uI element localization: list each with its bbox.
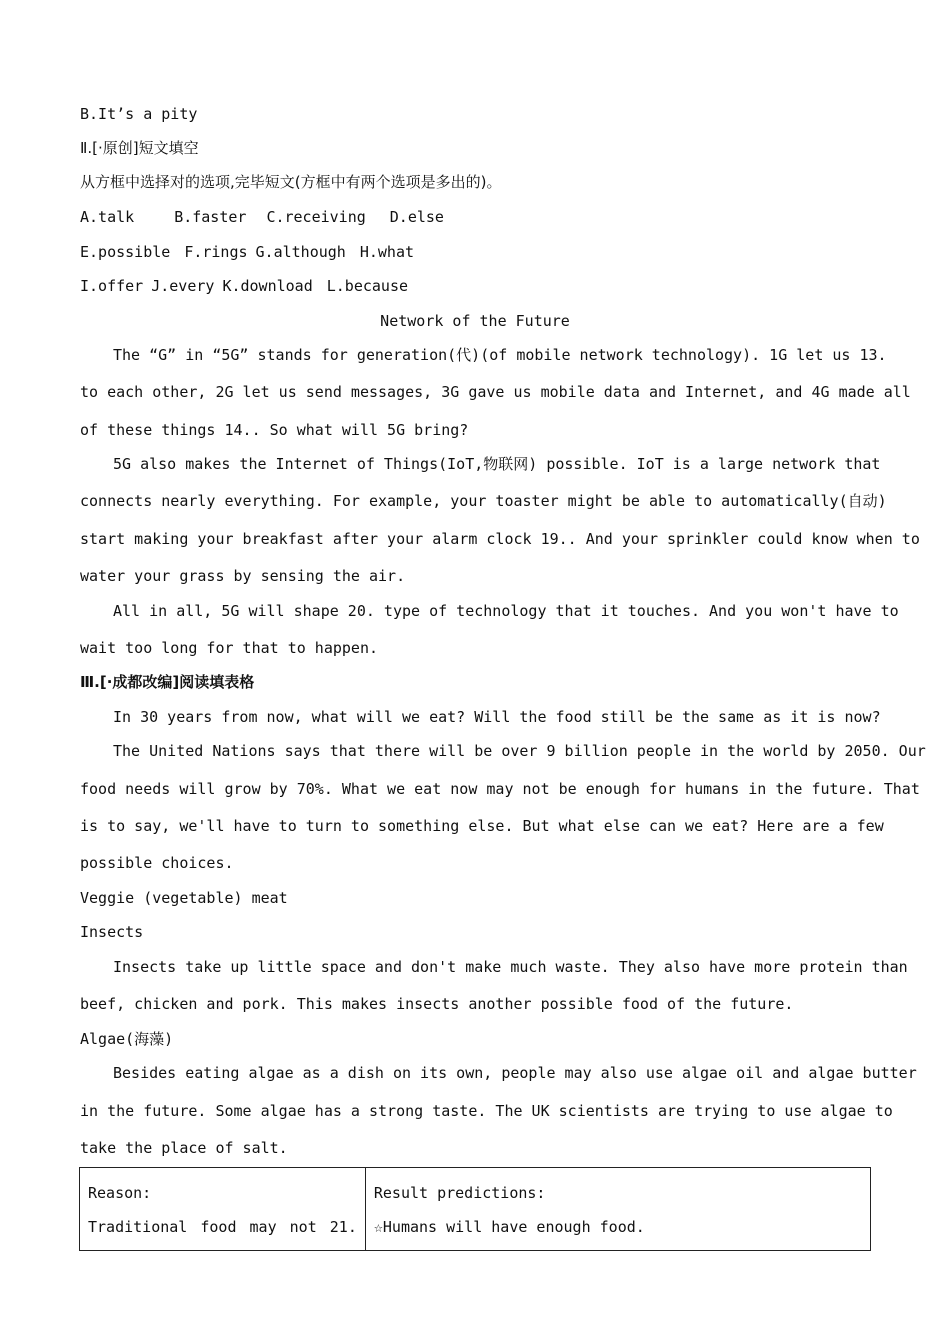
option-d: D.else <box>389 208 444 226</box>
algae-para-line: Besides eating algae as a dish on its own, people may also use algae oil and algae butter <box>113 1064 917 1082</box>
previous-option-text: B.It’s a pity <box>80 105 198 123</box>
option-h: H.what <box>359 243 415 261</box>
passage-1-line: The “G” in “5G” stands for generation(代)(of mobile network technology). 1G let us 13. <box>113 346 887 364</box>
subheading-insects: Insects <box>80 923 144 941</box>
passage-2-line: start making your breakfast after your alarm clock 19.. And your sprinkler could know when to <box>80 530 920 548</box>
algae-para-line: take the place of salt. <box>80 1139 288 1157</box>
option-f: F.rings <box>184 243 248 261</box>
predictions-label: Result predictions: <box>373 1184 546 1202</box>
insects-para-line: beef, chicken and pork. This makes insects another possible food of the future. <box>80 995 794 1013</box>
option-b: B.faster <box>174 208 247 226</box>
reading-para-line: The United Nations says that there will be over 9 billion people in the world by 2050. Our <box>113 742 926 760</box>
option-l: L.because <box>326 277 409 295</box>
algae-para-line: in the future. Some algae has a strong taste. The UK scientists are trying to use algae to <box>80 1102 893 1120</box>
options-row-1 <box>80 207 870 227</box>
table-cell-predictions <box>365 1168 870 1251</box>
passage-2-line: connects nearly everything. For example, your toaster might be able to automatically(自动) <box>80 492 887 510</box>
option-i: I.offer <box>80 277 144 295</box>
option-e: E.possible <box>80 243 171 261</box>
options-row-3 <box>80 276 870 296</box>
option-j: J.every <box>151 277 215 295</box>
answer-table <box>79 1167 871 1251</box>
option-c: C.receiving <box>266 208 366 226</box>
section-3-heading: Ⅲ.[·成都改编]阅读填表格 <box>80 673 255 691</box>
reading-para-line: possible choices. <box>80 854 234 872</box>
option-g: G.although <box>255 243 346 261</box>
options-row-2 <box>80 242 870 262</box>
subheading-veggie-meat: Veggie (vegetable) meat <box>80 889 288 907</box>
passage-2-line: water your grass by sensing the air. <box>80 567 406 585</box>
predictions-text: ☆Humans will have enough food. <box>373 1218 645 1236</box>
subheading-algae: Algae(海藻) <box>80 1030 174 1048</box>
section-2-instruction: 从方框中选择对的选项,完毕短文(方框中有两个选项是多出的)。 <box>80 173 502 191</box>
option-k: K.download <box>222 277 313 295</box>
passage-title: Network of the Future <box>380 312 570 330</box>
reading-para-line: is to say, we'll have to turn to something else. But what else can we eat? Here are a few <box>80 817 884 835</box>
table-row <box>80 1168 871 1251</box>
reading-para-line: food needs will grow by 70%. What we eat now may not be enough for humans in the future. That <box>80 780 920 798</box>
passage-1-line: of these things 14.. So what will 5G bring? <box>80 421 469 439</box>
passage-2-line: 5G also makes the Internet of Things(IoT,物联网) possible. IoT is a large network that <box>113 455 881 473</box>
option-a: A.talk <box>80 208 135 226</box>
reading-intro-line: In 30 years from now, what will we eat? Will the food still be the same as it is now? <box>113 708 881 726</box>
passage-3-line: All in all, 5G will shape 20. type of technology that it touches. And you won't have to <box>113 602 899 620</box>
reason-text: Traditional food may not 21. <box>88 1218 357 1236</box>
passage-3-line: wait too long for that to happen. <box>80 639 379 657</box>
reason-label: Reason: <box>88 1184 152 1202</box>
passage-1-line: to each other, 2G let us send messages, 3G gave us mobile data and Internet, and 4G made all <box>80 383 911 401</box>
table-cell-reason <box>80 1168 366 1251</box>
insects-para-line: Insects take up little space and don't make much waste. They also have more protein than <box>113 958 908 976</box>
section-2-heading: Ⅱ.[·原创]短文填空 <box>80 139 199 157</box>
